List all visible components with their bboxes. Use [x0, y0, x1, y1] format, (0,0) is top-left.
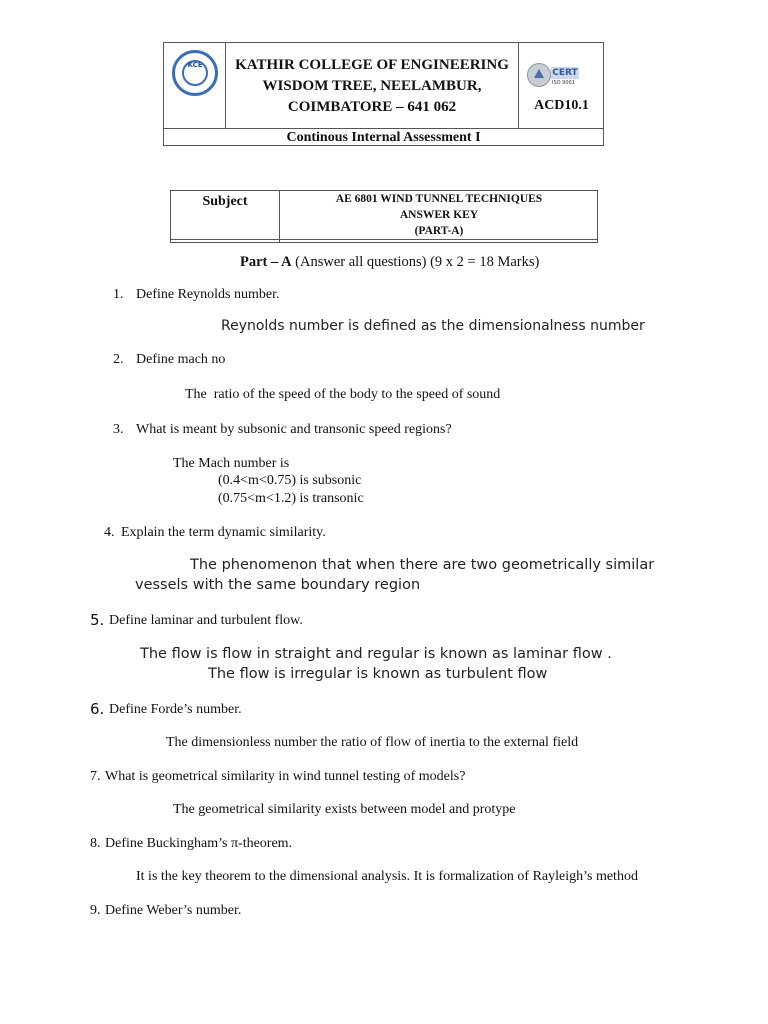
answer-text: (0.75<m<1.2) is transonic — [218, 491, 364, 506]
iso-cert-logo — [527, 61, 579, 91]
question-text: What is geometrical similarity in wind tunnel testing of models? — [105, 769, 466, 784]
question-number: 2. — [113, 352, 124, 367]
college-name: KATHIR COLLEGE OF ENGINEERING — [235, 57, 509, 73]
college-header — [163, 42, 604, 146]
question-text: Define Buckingham’s π-theorem. — [105, 836, 293, 851]
cert-sub-label: ISO 9001 — [552, 80, 575, 86]
answer-text: The ratio of the speed of the body to the speed of sound — [185, 387, 501, 402]
answer-text: The Mach number is — [173, 456, 290, 471]
question-text: Define laminar and turbulent flow. — [109, 613, 303, 628]
question-text: What is meant by subsonic and transonic speed regions? — [136, 422, 452, 437]
college-address: WISDOM TREE, NEELAMBUR, — [262, 78, 482, 94]
header-divider — [164, 128, 603, 129]
question-number: 9. — [90, 903, 101, 918]
college-city: COIMBATORE – 641 062 — [287, 99, 457, 115]
question-text: Define Forde’s number. — [109, 702, 242, 717]
question-number: 4. — [104, 525, 115, 540]
doc-code: ACD10.1 — [534, 98, 589, 113]
answer-text: (0.4<m<0.75) is subsonic — [218, 473, 362, 488]
subject-part: (PART-A) — [414, 225, 464, 237]
cert-emblem-icon — [527, 63, 551, 87]
question-number: 5. — [90, 611, 105, 629]
exam-title: Continous Internal Assessment I — [286, 130, 481, 145]
answer-text: The flow is flow in straight and regular is known as laminar flow . — [140, 646, 612, 662]
question-number: 1. — [113, 287, 124, 302]
subject-bottom-rule — [171, 239, 597, 240]
subject-course: AE 6801 WIND TUNNEL TECHNIQUES — [335, 193, 543, 205]
question-number: 7. — [90, 769, 101, 784]
header-divider — [518, 43, 519, 128]
subject-answer-key: ANSWER KEY — [399, 209, 479, 221]
answer-text: It is the key theorem to the dimensional analysis. It is formalization of Rayleigh’s method — [136, 869, 638, 884]
question-number: 6. — [90, 700, 105, 718]
answer-text: The dimensionless number the ratio of flow of inertia to the external field — [166, 735, 579, 750]
answer-text: Reynolds number is defined as the dimensionalness number — [221, 318, 645, 334]
cert-label: CERT — [552, 68, 578, 78]
seal-text: KCE — [187, 61, 203, 69]
question-text: Define mach no — [136, 352, 226, 367]
part-title: Part – A — [240, 254, 292, 270]
answer-text: The phenomenon that when there are two geometrically similar — [190, 557, 655, 573]
answer-text: The geometrical similarity exists between model and protype — [173, 802, 516, 817]
question-text: Define Weber’s number. — [105, 903, 242, 918]
part-heading — [240, 254, 539, 271]
question-number: 3. — [113, 422, 124, 437]
part-instruction: (Answer all questions) (9 x 2 = 18 Marks) — [295, 254, 540, 270]
college-seal-logo — [172, 50, 218, 96]
question-number: 8. — [90, 836, 101, 851]
subject-box — [170, 190, 598, 243]
question-text: Define Reynolds number. — [136, 287, 280, 302]
answer-text: The flow is irregular is known as turbulent flow — [208, 666, 548, 682]
subject-label: Subject — [202, 194, 248, 209]
question-text: Explain the term dynamic similarity. — [121, 525, 326, 540]
answer-text: vessels with the same boundary region — [135, 577, 421, 593]
